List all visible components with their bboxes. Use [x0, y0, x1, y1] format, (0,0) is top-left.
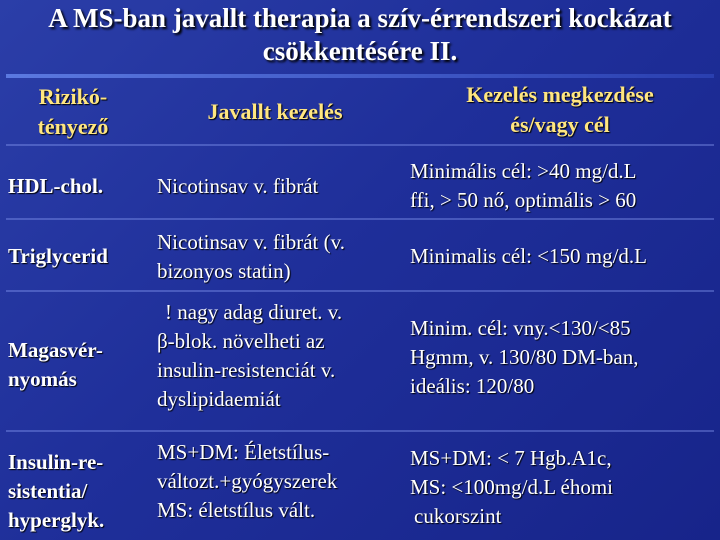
header-risk-factor-line-2: tényező — [37, 114, 109, 139]
row-divider — [6, 218, 714, 220]
row-hypertension-factor — [8, 336, 153, 394]
treatment-text: Nicotinsav v. fibrát (v. — [157, 230, 345, 254]
header-risk-factor-line-1: Rizikó- — [38, 84, 108, 109]
header-start-line-1: Kezelés megkezdése — [466, 82, 654, 107]
row-divider — [6, 290, 714, 292]
factor-text: nyomás — [8, 367, 77, 391]
treatment-text: insulin-resistenciát v. — [157, 358, 336, 382]
header-treatment — [160, 97, 390, 127]
target-text: ffi, > 50 nő, optimális > 60 — [410, 188, 637, 212]
treatment-text: ! nagy adag diuret. v. — [165, 300, 343, 324]
target-text: MS+DM: < 7 Hgb.A1c, — [410, 446, 612, 470]
row-triglycerid-factor — [8, 242, 153, 271]
target-text: Minimális cél: >40 mg/d.L — [410, 159, 637, 183]
factor-text: HDL-chol. — [8, 174, 104, 198]
header-start-or-target — [405, 80, 715, 140]
factor-text: sistentia/ — [8, 479, 88, 503]
row-triglycerid-target — [410, 242, 718, 271]
target-text: Hgmm, v. 130/80 DM-ban, — [410, 345, 639, 369]
header-start-line-2: és/vagy cél — [510, 112, 610, 137]
factor-text: Triglycerid — [8, 244, 108, 268]
row-hypertension-treatment — [157, 298, 407, 414]
treatment-text: MS: életstílus vált. — [157, 498, 316, 522]
slide-title-line-2: csökkentésére II. — [262, 36, 458, 66]
row-divider — [6, 430, 714, 432]
row-hdl-treatment — [157, 172, 407, 201]
row-divider — [6, 144, 714, 146]
treatment-text: β-blok. növelheti az — [157, 329, 325, 353]
factor-text: hyperglyk. — [8, 508, 105, 532]
row-hdl-target — [410, 157, 718, 215]
treatment-text: változt.+gyógyszerek — [157, 469, 338, 493]
target-text: Minimalis cél: <150 mg/d.L — [410, 244, 647, 268]
factor-text: Insulin-re- — [8, 450, 104, 474]
row-triglycerid-treatment — [157, 228, 407, 286]
factor-text: Magasvér- — [8, 338, 103, 362]
row-hypertension-target — [410, 314, 718, 401]
row-insulin-factor — [8, 448, 153, 535]
treatment-text: bizonyos statin) — [157, 259, 291, 283]
treatment-text: dyslipidaemiát — [157, 387, 281, 411]
row-hdl-factor — [8, 172, 153, 201]
treatment-text: Nicotinsav v. fibrát — [157, 174, 319, 198]
target-text: Minim. cél: vny.<130/<85 — [410, 316, 631, 340]
row-insulin-treatment — [157, 438, 407, 525]
target-text: cukorszint — [414, 504, 502, 528]
treatment-text: MS+DM: Életstílus- — [157, 440, 330, 464]
slide-title — [0, 2, 720, 68]
header-risk-factor — [8, 82, 138, 142]
target-text: ideális: 120/80 — [410, 374, 535, 398]
target-text: MS: <100mg/d.L éhomi — [410, 475, 613, 499]
title-underline-bar — [6, 74, 714, 78]
row-insulin-target — [410, 444, 718, 531]
header-treatment-label: Javallt kezelés — [207, 99, 343, 124]
slide-title-line-1: A MS-ban javallt therapia a szív-érrendszeri kockázat — [48, 3, 672, 33]
